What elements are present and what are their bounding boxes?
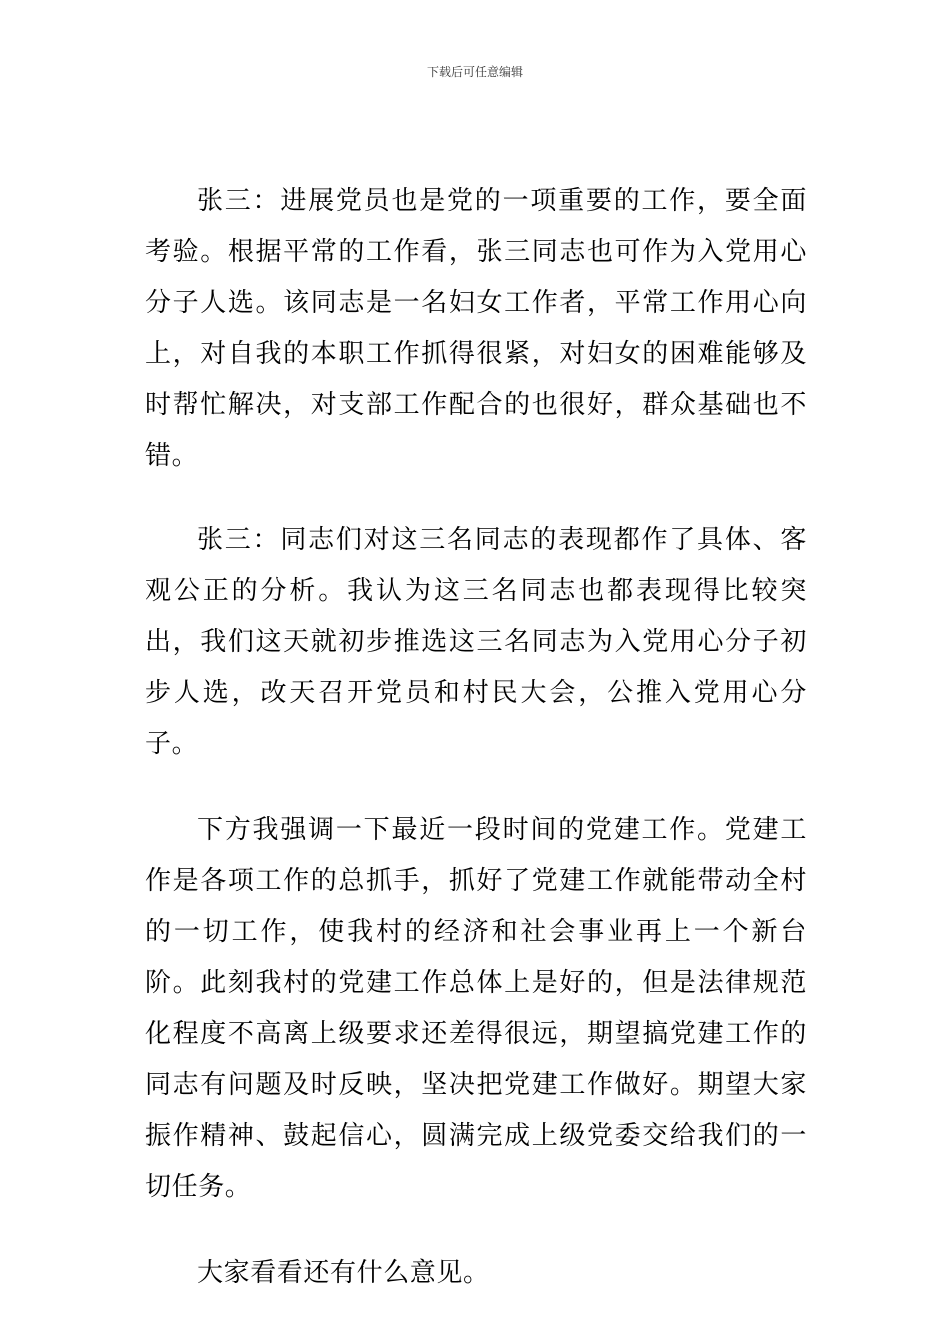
- paragraph: 大家看看还有什么意见。: [197, 1258, 490, 1288]
- paragraph: 下方我强调一下最近一段时间的党建工作。党建工作是各项工作的总抓手，抓好了党建工作就能带动全村的一切工作，使我村的经济和社会事业再上一个新台阶。此刻我村的党建工作总体上是好的，但是法律规范化程度不高离上级要求还差得很远，期望搞党建工作的同志有问题及时反映，坚决把党建工作做好。期望大家振作精神、鼓起信心，圆满完成上级党委交给我们的一切任务。: [145, 815, 807, 1202]
- document-body: [145, 176, 807, 1299]
- paragraph: 张三：同志们对这三名同志的表现都作了具体、客观公正的分析。我认为这三名同志也都表现得比较突出，我们这天就初步推选这三名同志为入党用心分子初步人选，改天召开党员和村民大会，公推入党用心分子。: [145, 525, 807, 759]
- page-header-note: 下载后可任意编辑: [426, 65, 523, 79]
- paragraph: 张三：进展党员也是党的一项重要的工作，要全面考验。根据平常的工作看，张三同志也可作为入党用心分子人选。该同志是一名妇女工作者，平常工作用心向上，对自我的本职工作抓得很紧，对妇女的困难能够及时帮忙解决，对支部工作配合的也很好，群众基础也不错。: [145, 186, 807, 471]
